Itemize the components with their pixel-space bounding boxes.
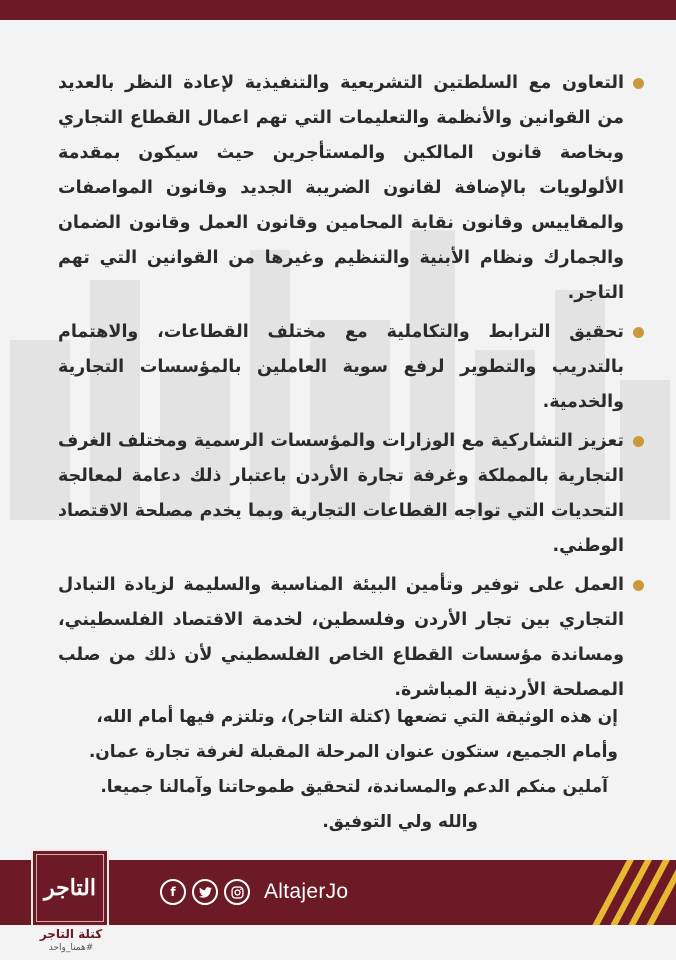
top-bar: [0, 0, 676, 20]
social-handle[interactable]: AltajerJo: [264, 880, 349, 903]
logo-mark: التاجر: [36, 854, 104, 922]
bullet-text: التعاون مع السلطتين التشريعية والتنفيذية لإعادة النظر بالعديد من القوانين والأنظمة والتعليمات التي تهم اعمال القطاع التجاري وبخاصة قانون المالكين والمستأجرين حيث سيكون بمقدمة الألولويات بالإضافة لقانون الضريبة الجديد وقانون المواصفات والمقاييس وقانون نقابة المحامين وقانون العمل وقانون الضمان والجمارك ونظام الأبنية والتنظيم وغيرها من القوانين التي تهم التاجر.: [58, 73, 624, 303]
twitter-icon[interactable]: [192, 879, 218, 905]
footer-stripes: [586, 860, 676, 925]
closing-line: والله ولي التوفيق.: [322, 812, 478, 832]
bullet-dot-icon: [633, 580, 644, 591]
closing-statement: [88, 700, 618, 840]
social-links: [160, 877, 348, 907]
bullet-item: [58, 315, 624, 420]
facebook-icon[interactable]: f: [160, 879, 186, 905]
bullet-dot-icon: [633, 78, 644, 89]
logo-caption: [26, 927, 116, 955]
logo-caption-text: كتلة التاجر: [39, 927, 103, 941]
document-body: [58, 66, 624, 712]
closing-line: وأمام الجميع، ستكون عنوان المرحلة المقبلة لغرفة تجارة عمان.: [88, 742, 618, 762]
brand-logo: [31, 849, 109, 927]
bullet-text: تعزيز التشاركية مع الوزارات والمؤسسات الرسمية ومختلف الغرف التجارية بالمملكة وغرفة تجارة الأردن باعتبار ذلك دعامة لمعالجة التحديات التي تواجه القطاعات التجارية وبما يخدم مصلحة الاقتصاد الوطني.: [58, 431, 624, 556]
bullet-text: تحقيق الترابط والتكاملية مع مختلف القطاعات، والاهتمام بالتدريب والتطوير لرفع سوية العاملين بالمؤسسات التجارية والخدمية.: [58, 322, 624, 412]
bullet-dot-icon: [633, 436, 644, 447]
bullet-item: [58, 568, 624, 708]
bullet-item: [58, 66, 624, 311]
bullet-text: العمل على توفير وتأمين البيئة المناسبة والسليمة لزيادة التبادل التجاري بين تجار الأردن وفلسطين، لخدمة الاقتصاد الفلسطيني، ومساندة مؤسسات القطاع الخاص الفلسطيني لأن ذلك من صلب المصلحة الأردنية المباشرة.: [58, 575, 624, 700]
logo-tagline: #همنا_واحد: [48, 943, 94, 953]
bullet-item: [58, 424, 624, 564]
bullet-dot-icon: [633, 327, 644, 338]
closing-line: إن هذه الوثيقة التي تضعها (كتلة التاجر)، وتلتزم فيها أمام الله،: [96, 707, 618, 727]
instagram-icon[interactable]: [224, 879, 250, 905]
closing-line: آملين منكم الدعم والمساندة، لتحقيق طموحاتنا وآمالنا جميعا.: [100, 777, 608, 797]
